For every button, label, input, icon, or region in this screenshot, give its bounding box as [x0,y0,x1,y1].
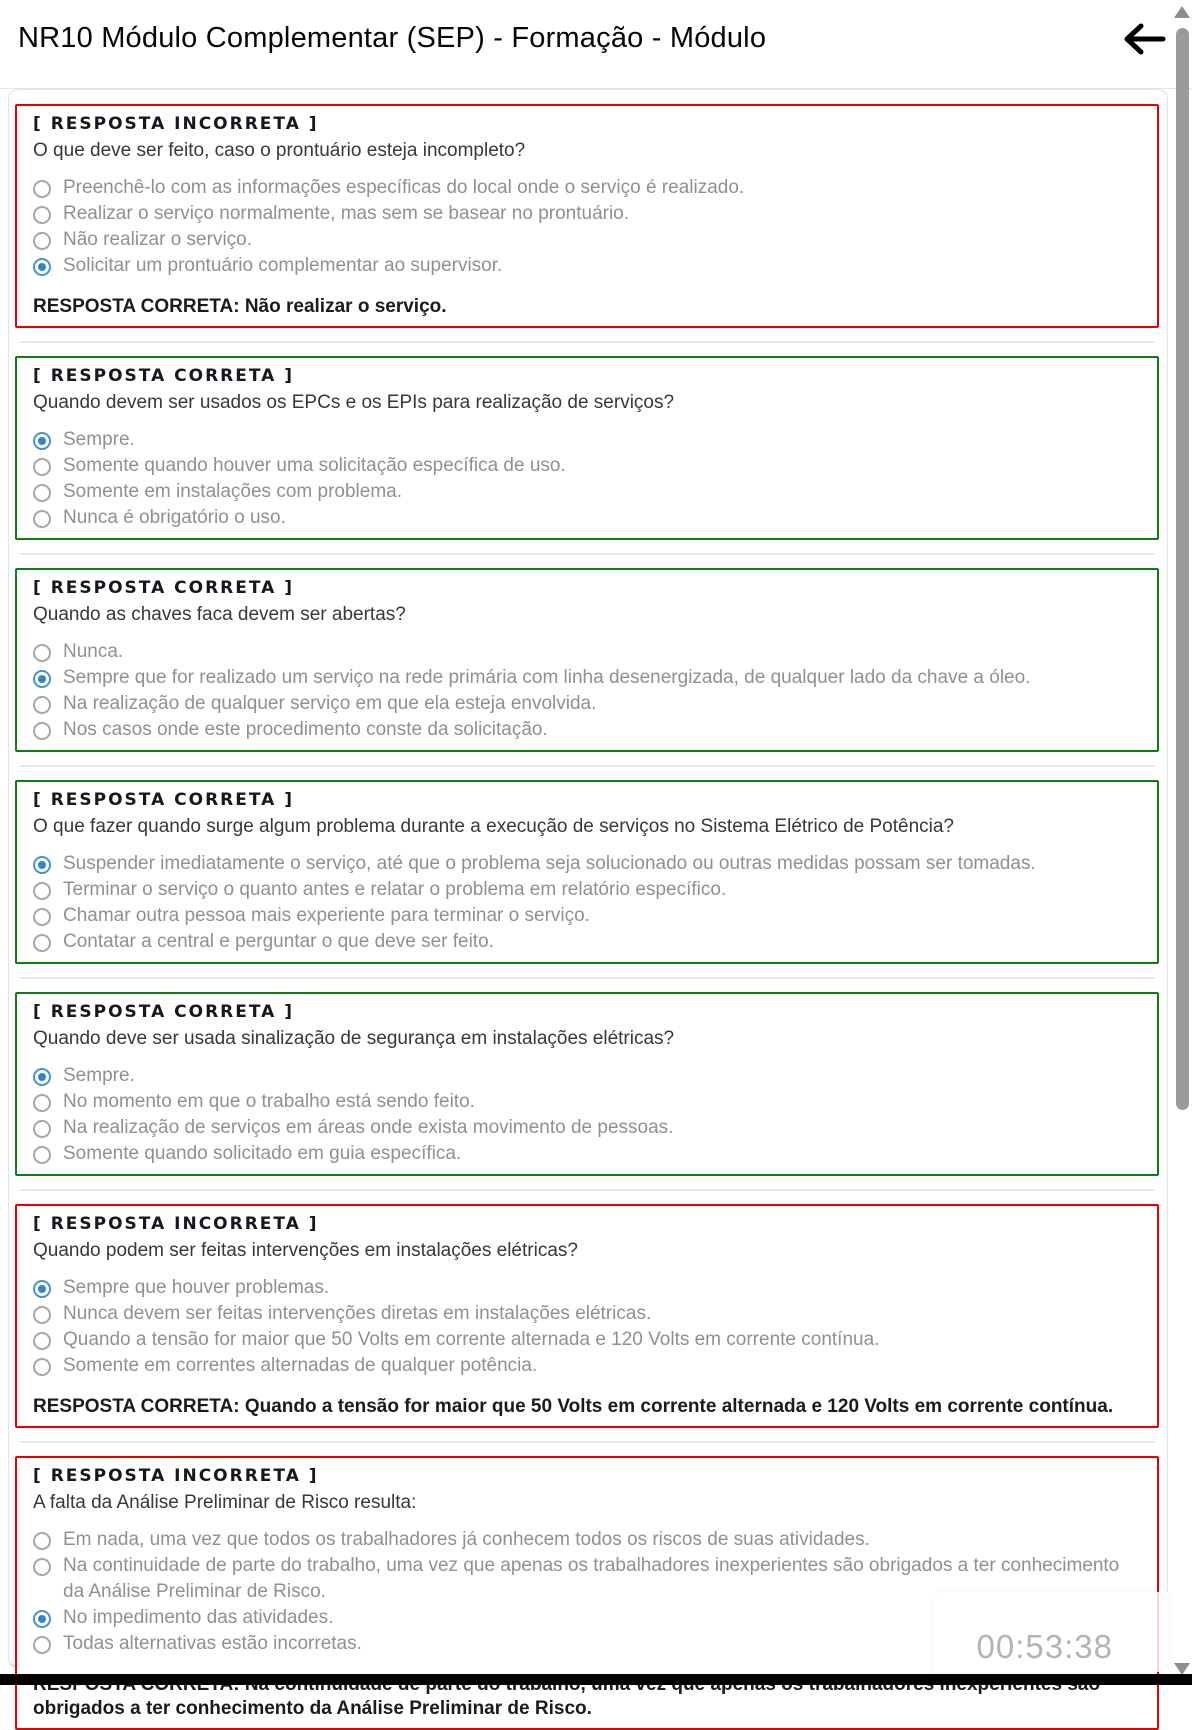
radio-selected-icon[interactable] [33,1068,51,1086]
question-text: Quando deve ser usada sinalização de segurança em instalações elétricas? [33,1028,675,1049]
question-text: Quando devem ser usados os EPCs e os EPIs para realização de serviços? [33,392,675,413]
options-list [33,851,1141,955]
options-list [33,1275,1141,1379]
radio-unselected-icon[interactable] [33,696,51,714]
question-text: O que fazer quando surge algum problema durante a execução de serviços no Sistema Elétrico de Potência? [33,816,954,837]
answer-option[interactable] [33,253,1141,279]
answer-option[interactable] [33,1115,1141,1141]
radio-unselected-icon[interactable] [33,206,51,224]
answer-option[interactable] [33,851,1141,877]
answer-option[interactable] [33,1301,1141,1327]
answer-option[interactable] [33,929,1141,955]
radio-unselected-icon[interactable] [33,882,51,900]
answer-option[interactable] [33,877,1141,903]
option-label: Nunca devem ser feitas intervenções diretas em instalações elétricas. [63,1303,652,1324]
options-list [33,1063,1141,1167]
option-label: Não realizar o serviço. [63,229,253,250]
option-label: Solicitar um prontuário complementar ao supervisor. [63,255,503,276]
option-label: Na realização de qualquer serviço em que ela esteja envolvida. [63,693,597,714]
option-label: Preenchê-lo com as informações específicas do local onde o serviço é realizado. [63,177,745,198]
result-status-label: [ RESPOSTA CORRETA ] [33,1002,294,1022]
option-label: Na realização de serviços em áreas onde exista movimento de pessoas. [63,1117,674,1138]
question-text: O que deve ser feito, caso o prontuário esteja incompleto? [33,140,526,161]
option-label: Todas alternativas estão incorretas. [63,1633,362,1654]
answer-option[interactable] [33,665,1141,691]
quiz-review-panel [8,89,1168,1719]
result-status-label: [ RESPOSTA CORRETA ] [33,578,294,598]
answer-option[interactable] [33,691,1141,717]
radio-selected-icon[interactable] [33,856,51,874]
answer-option[interactable] [33,1141,1141,1167]
app-header [0,0,1192,89]
answer-option[interactable] [33,639,1141,665]
correct-answer-text: Não realizar o serviço. [244,296,447,317]
option-label: Somente em instalações com problema. [63,481,402,502]
correct-answer-line [33,1395,1141,1419]
radio-unselected-icon[interactable] [33,722,51,740]
option-label: Nunca é obrigatório o uso. [63,507,286,528]
answer-option[interactable] [33,201,1141,227]
option-label: Nunca. [63,641,124,662]
radio-selected-icon[interactable] [33,258,51,276]
question-text: Quando podem ser feitas intervenções em instalações elétricas? [33,1240,578,1261]
answer-option[interactable] [33,1527,1141,1553]
answer-option[interactable] [33,1353,1141,1379]
options-list [33,639,1141,743]
radio-unselected-icon[interactable] [33,1636,51,1654]
radio-unselected-icon[interactable] [33,1120,51,1138]
answer-option[interactable] [33,227,1141,253]
answer-option[interactable] [33,1327,1141,1353]
option-label: Sempre que for realizado um serviço na rede primária com linha desenergizada, de qualquer lado da chave a óleo. [63,667,1031,688]
radio-unselected-icon[interactable] [33,1332,51,1350]
timer-value: 00:53:38 [976,1628,1113,1665]
question-divider [19,765,1155,767]
answer-option[interactable] [33,453,1141,479]
answer-option[interactable] [33,1089,1141,1115]
scrollbar[interactable] [1172,0,1192,1685]
option-label: No impedimento das atividades. [63,1607,334,1628]
answer-option[interactable] [33,903,1141,929]
scrollbar-thumb[interactable] [1176,28,1189,1110]
radio-unselected-icon[interactable] [33,1558,51,1576]
result-status-label: [ RESPOSTA INCORRETA ] [33,1466,319,1486]
options-list [33,175,1141,279]
question-block-correct [15,568,1159,752]
radio-selected-icon[interactable] [33,1610,51,1628]
answer-option[interactable] [33,175,1141,201]
option-label: Sempre. [63,429,135,450]
option-label: Nos casos onde este procedimento conste da solicitação. [63,719,548,740]
question-divider [19,1441,1155,1443]
question-text: Quando as chaves faca devem ser abertas? [33,604,406,625]
back-arrow-icon [1122,45,1166,60]
option-label: Chamar outra pessoa mais experiente para terminar o serviço. [63,905,590,926]
correct-answer-line [33,295,1141,319]
option-label: Terminar o serviço o quanto antes e relatar o problema em relatório específico. [63,879,727,900]
option-label: Somente quando solicitado em guia específica. [63,1143,462,1164]
result-status-label: [ RESPOSTA CORRETA ] [33,790,294,810]
options-list [33,427,1141,531]
correct-answer-label: RESPOSTA CORRETA: [33,296,240,317]
option-label: Somente em correntes alternadas de qualquer potência. [63,1355,538,1376]
option-label: No momento em que o trabalho está sendo feito. [63,1091,475,1112]
question-block-correct [15,992,1159,1176]
radio-unselected-icon[interactable] [33,934,51,952]
answer-option[interactable] [33,717,1141,743]
radio-unselected-icon[interactable] [33,1358,51,1376]
option-label: Contatar a central e perguntar o que deve ser feito. [63,931,494,952]
radio-unselected-icon[interactable] [33,644,51,662]
question-block-correct [15,780,1159,964]
timer-overlay [933,1592,1168,1672]
option-label: Sempre. [63,1065,135,1086]
question-block-incorrect [15,104,1159,328]
bottom-screen-edge-bar [0,1674,1192,1685]
option-label: Realizar o serviço normalmente, mas sem se basear no prontuário. [63,203,630,224]
option-label: Suspender imediatamente o serviço, até que o problema seja solucionado ou outras medidas possam ser tomadas. [63,853,1036,874]
answer-option[interactable] [33,479,1141,505]
radio-selected-icon[interactable] [33,432,51,450]
question-block-correct [15,356,1159,540]
radio-unselected-icon[interactable] [33,1146,51,1164]
page-title: NR10 Módulo Complementar (SEP) - Formação - Módulo [18,22,767,54]
option-label: Quando a tensão for maior que 50 Volts em corrente alternada e 120 Volts em corrente contínua. [63,1329,880,1350]
correct-answer-label: RESPOSTA CORRETA: [33,1396,240,1417]
question-block-incorrect [15,1204,1159,1428]
radio-unselected-icon[interactable] [33,458,51,476]
radio-unselected-icon[interactable] [33,1532,51,1550]
radio-unselected-icon[interactable] [33,1306,51,1324]
correct-answer-text: obrigados a ter conhecimento da Análise Preliminar de Risco. [33,1698,592,1719]
option-label: Na continuidade de parte do trabalho, uma vez que apenas os trabalhadores inexperientes são obrigados a ter conhecimento da Análise Preliminar de Risco. [63,1555,1120,1602]
option-label: Sempre que houver problemas. [63,1277,330,1298]
radio-unselected-icon[interactable] [33,232,51,250]
correct-answer-text: Quando a tensão for maior que 50 Volts em corrente alternada e 120 Volts em corrente contínua. [244,1396,1114,1417]
question-divider [19,341,1155,343]
answer-option[interactable] [33,1275,1141,1301]
option-label: Somente quando houver uma solicitação específica de uso. [63,455,566,476]
option-label: Em nada, uma vez que todos os trabalhadores já conhecem todos os riscos de suas atividades. [63,1529,870,1550]
answer-option[interactable] [33,1063,1141,1089]
back-button[interactable] [1122,20,1166,60]
radio-unselected-icon[interactable] [33,484,51,502]
scroll-up-arrow-icon[interactable] [1174,6,1190,18]
answer-option[interactable] [33,505,1141,531]
result-status-label: [ RESPOSTA INCORRETA ] [33,1214,319,1234]
radio-unselected-icon[interactable] [33,908,51,926]
question-text: A falta da Análise Preliminar de Risco resulta: [33,1492,417,1513]
question-divider [19,1189,1155,1191]
radio-unselected-icon[interactable] [33,1094,51,1112]
radio-unselected-icon[interactable] [33,180,51,198]
answer-option[interactable] [33,427,1141,453]
radio-selected-icon[interactable] [33,1280,51,1298]
radio-selected-icon[interactable] [33,670,51,688]
result-status-label: [ RESPOSTA CORRETA ] [33,366,294,386]
question-divider [19,553,1155,555]
question-divider [19,977,1155,979]
result-status-label: [ RESPOSTA INCORRETA ] [33,114,319,134]
radio-unselected-icon[interactable] [33,510,51,528]
